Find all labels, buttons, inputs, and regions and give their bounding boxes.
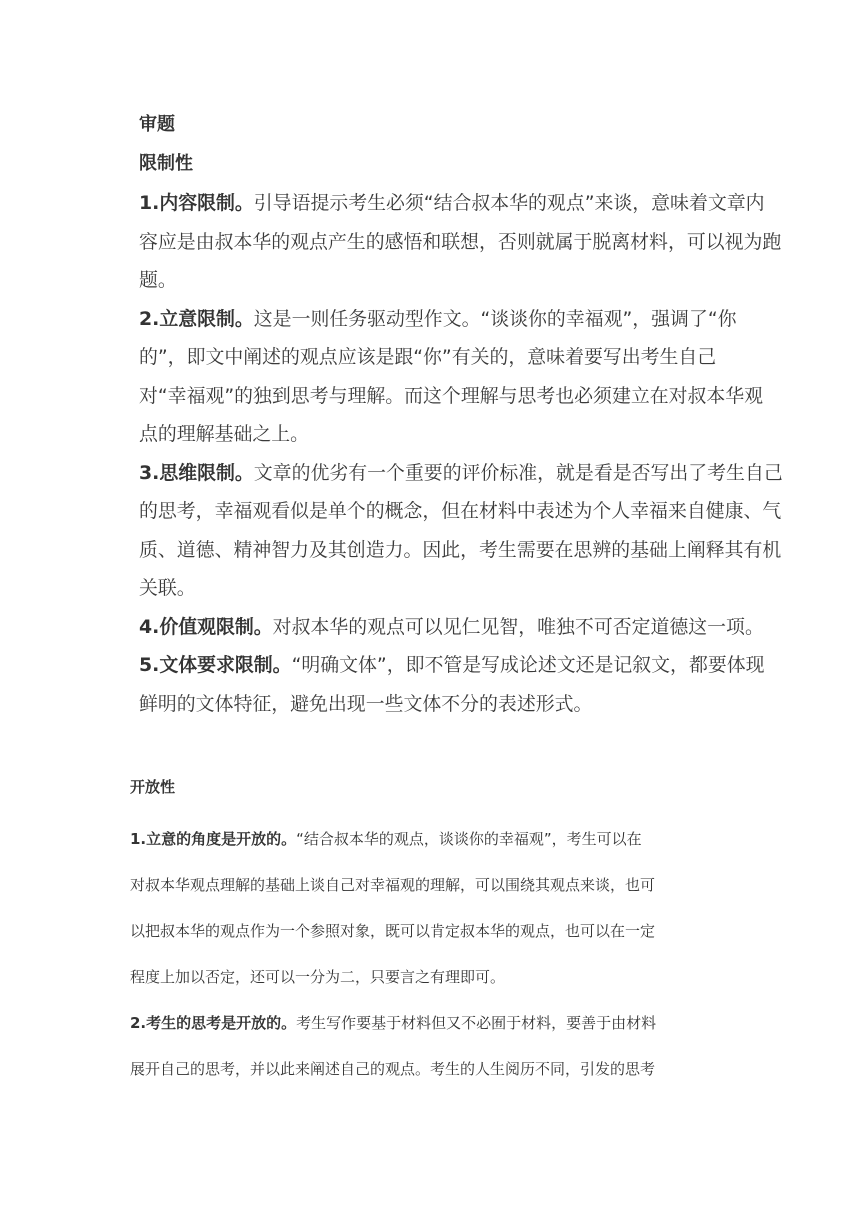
paragraph-text: 这是一则任务驱动型作文。“谈谈你的幸福观”，强调了“你 [253, 307, 737, 330]
paragraph-line: 关联。 [139, 577, 196, 599]
paragraph-lead: 1.立意的角度是开放的。 [130, 830, 297, 848]
paragraph-lead: 2.考生的思考是开放的。 [130, 1014, 297, 1032]
paragraph-lead: 3.思维限制。 [139, 461, 254, 484]
paragraph-text: 文章的优劣有一个重要的评价标准，就是看是否写出了考生自己 [253, 461, 783, 484]
section-kaifangxing [130, 772, 750, 1092]
paragraph-values-limit [139, 608, 829, 647]
paragraph-theme-limit [139, 300, 829, 454]
paragraph-line: 点的理解基础之上。 [139, 423, 310, 445]
paragraph-line: 的思考，幸福观看似是单个的概念，但在材料中表述为个人幸福来自健康、气 [139, 500, 782, 522]
heading-kaifangxing: 开放性 [130, 778, 176, 796]
paragraph-lead: 5.文体要求限制。 [139, 654, 292, 676]
paragraph-lead: 1.内容限制。 [139, 192, 254, 214]
section-shenti [139, 108, 829, 723]
paragraph-open-angle [130, 816, 750, 1000]
heading-xianzhixing: 限制性 [139, 153, 193, 174]
paragraph-line: 题。 [139, 269, 177, 291]
paragraph-text: “明确文体”，即不管是写成论述文还是记叙文，都要体现 [291, 654, 765, 676]
paragraph-lead: 2.立意限制。 [139, 307, 254, 330]
paragraph-lead: 4.价值观限制。 [139, 615, 273, 638]
paragraph-line: 容应是由叔本华的观点产生的感悟和联想，否则就属于脱离材料，可以视为跑 [139, 230, 782, 253]
paragraph-line: 对“幸福观”的独到思考与理解。而这个理解与思考也必须建立在对叔本华观 [139, 384, 764, 407]
paragraph-line: 程度上加以否定，还可以一分为二，只要言之有理即可。 [130, 968, 506, 986]
paragraph-line: 质、道德、精神智力及其创造力。因此，考生需要在思辨的基础上阐释其有机 [139, 538, 782, 561]
heading-shenti: 审题 [139, 114, 175, 135]
paragraph-thinking-limit [139, 454, 829, 608]
paragraph-genre-limit [139, 646, 829, 723]
paragraph-line: 的”，即文中阐述的观点应该是跟“你”有关的，意味着要写出考生自己 [139, 346, 717, 368]
paragraph-text: 考生写作要基于材料但又不必囿于材料，要善于由材料 [296, 1014, 657, 1032]
paragraph-line: 鲜明的文体特征，避免出现一些文体不分的表述形式。 [139, 692, 593, 715]
paragraph-text: 引导语提示考生必须“结合叔本华的观点”来谈，意味着文章内 [253, 192, 765, 214]
paragraph-line: 以把叔本华的观点作为一个参照对象，既可以肯定叔本华的观点，也可以在一定 [130, 922, 656, 940]
paragraph-text: 对叔本华的观点可以见仁见智，唯独不可否定道德这一项。 [272, 615, 764, 638]
paragraph-line: 对叔本华观点理解的基础上谈自己对幸福观的理解，可以围绕其观点来谈，也可 [130, 876, 656, 894]
paragraph-line: 展开自己的思考，并以此来阐述自己的观点。考生的人生阅历不同，引发的思考 [130, 1060, 656, 1078]
paragraph-open-thinking [130, 1000, 750, 1092]
paragraph-text: “结合叔本华的观点，谈谈你的幸福观”，考生可以在 [296, 830, 642, 848]
paragraph-content-limit [139, 184, 829, 300]
